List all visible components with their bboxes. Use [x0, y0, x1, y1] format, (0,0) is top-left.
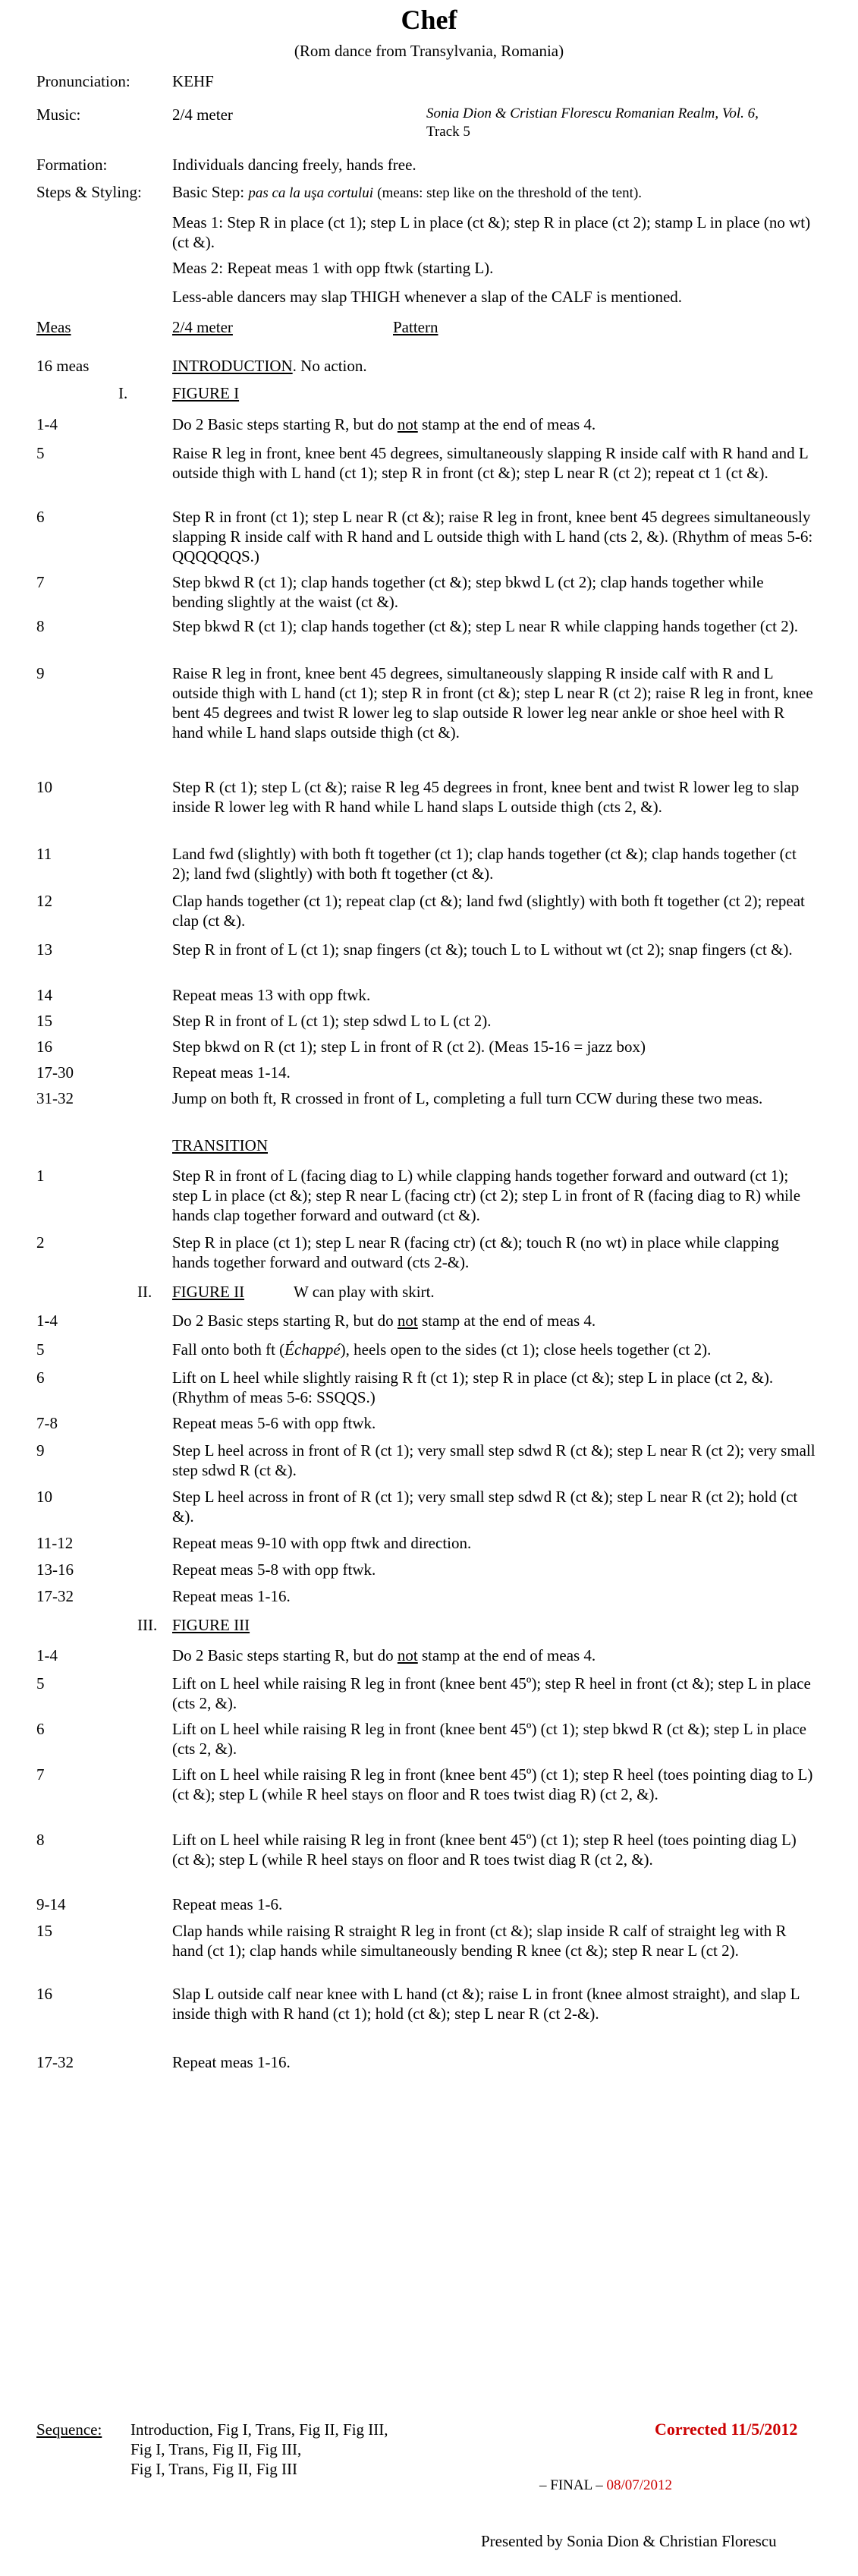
music-value: 2/4 meter — [172, 105, 233, 124]
fig3-step: Repeat meas 1-16. — [172, 2053, 291, 2071]
pronunciation-label: Pronunciation: — [36, 72, 130, 90]
fig2-step-post: stamp at the end of meas 4. — [417, 1312, 596, 1330]
styling-note: Less-able dancers may slap THIGH whenever a slap of the CALF is mentioned. — [172, 288, 683, 306]
fig1-meas: 11 — [36, 845, 52, 863]
fig3-step-emph: not — [397, 1646, 418, 1664]
transition-meas: 2 — [36, 1233, 45, 1252]
fig2-meas: 5 — [36, 1340, 45, 1359]
music-track: Track 5 — [426, 124, 470, 140]
corrected-note: Corrected 11/5/2012 — [655, 2420, 798, 2439]
page-title: Chef — [401, 5, 457, 35]
fig1-step: Step R in front of L (ct 1); snap fingers (ct &); touch L to L without wt (ct 2); snap fingers (ct &). — [172, 940, 793, 959]
fig3-meas: 9-14 — [36, 1895, 66, 1913]
fig2-step — [172, 1311, 816, 1331]
steps-styling-label: Steps & Styling: — [36, 183, 142, 201]
fig1-meas: 7 — [36, 573, 45, 591]
music-label: Music: — [36, 105, 81, 124]
fig1-step: Clap hands together (ct 1); repeat clap (ct &); land fwd (slightly) with both ft together (ct 2); repeat clap (ct &). — [172, 892, 805, 930]
sequence-line: Fig I, Trans, Fig II, Fig III — [130, 2460, 297, 2478]
figure-2-number: II. — [137, 1283, 152, 1301]
fig1-meas: 6 — [36, 508, 45, 526]
fig3-step: Clap hands while raising R straight R leg in front (ct &); slap inside R calf of straight leg with R hand (ct 1); clap hands while simultaneously bending R knee (ct &); step R near L (ct 2). — [172, 1922, 787, 1960]
fig3-meas: 8 — [36, 1831, 45, 1849]
fig3-meas: 1-4 — [36, 1646, 58, 1664]
fig1-meas: 9 — [36, 664, 45, 682]
fig2-step-emph: Échappé — [284, 1340, 341, 1359]
fig2-step: Lift on L heel while slightly raising R ft (ct 1); step R in place (ct &); step L in place (ct 2, &). (Rhythm of meas 5-6: SSQQS.) — [172, 1368, 774, 1406]
fig3-step: Lift on L heel while raising R leg in front (knee bent 45º) (ct 1); step R heel (toes pointing diag L) (ct &); step L (while R heel stays on floor and R toes twist diag R (ct 2, &). — [172, 1831, 797, 1869]
basic-step-prefix: Basic Step: — [172, 183, 245, 201]
fig3-meas: 17-32 — [36, 2053, 74, 2071]
column-pattern: Pattern — [393, 318, 438, 336]
fig2-meas: 1-4 — [36, 1312, 58, 1330]
fig1-meas: 1-4 — [36, 415, 58, 433]
fig1-meas: 17-30 — [36, 1063, 74, 1082]
fig1-step — [172, 414, 816, 434]
fig2-step-post: ), heels open to the sides (ct 1); close heels together (ct 2). — [340, 1340, 712, 1359]
fig1-step: Step bkwd R (ct 1); clap hands together (ct &); step L near R while clapping hands together (ct 2). — [172, 617, 798, 635]
pronunciation-value: KEHF — [172, 72, 214, 90]
sequence-line: Fig I, Trans, Fig II, Fig III, — [130, 2440, 302, 2458]
figure-3-number: III. — [137, 1616, 158, 1634]
fig3-meas: 6 — [36, 1720, 45, 1738]
fig1-step: Raise R leg in front, knee bent 45 degrees, simultaneously slapping R inside calf with R hand and L outside thigh with L hand (ct 1); step R in front (ct &); step L near R (ct 2); repeat ct 1 (ct &). — [172, 444, 808, 482]
basic-step-meaning: (means: step like on the threshold of the tent). — [377, 185, 643, 201]
column-meter: 2/4 meter — [172, 318, 233, 336]
fig1-step-pre: Do 2 Basic steps starting R, but do — [172, 415, 398, 433]
final-note — [539, 2476, 672, 2496]
fig3-step: Repeat meas 1-6. — [172, 1895, 283, 1913]
fig1-meas: 12 — [36, 892, 52, 910]
fig1-meas: 10 — [36, 778, 52, 796]
figure-2-note: W can play with skirt. — [294, 1283, 435, 1301]
column-meas: Meas — [36, 318, 71, 336]
fig1-meas: 13 — [36, 940, 52, 959]
fig1-step-post: stamp at the end of meas 4. — [417, 415, 596, 433]
transition-meas: 1 — [36, 1167, 45, 1185]
fig2-meas: 11-12 — [36, 1534, 74, 1552]
fig3-meas: 5 — [36, 1674, 45, 1693]
fig2-meas: 6 — [36, 1368, 45, 1387]
fig2-step: Repeat meas 9-10 with opp ftwk and direction. — [172, 1534, 472, 1552]
fig1-meas: 15 — [36, 1012, 52, 1030]
fig2-step: Repeat meas 5-6 with opp ftwk. — [172, 1414, 376, 1432]
transition-title: TRANSITION — [172, 1136, 268, 1154]
figure-2-title: FIGURE II — [172, 1283, 245, 1301]
fig2-step-pre: Fall onto both ft ( — [172, 1340, 285, 1359]
fig2-meas: 10 — [36, 1488, 52, 1506]
fig2-step-emph: not — [397, 1312, 418, 1330]
fig1-step: Step R (ct 1); step L (ct &); raise R leg 45 degrees in front, knee bent and twist R lower leg to slap inside R lower leg with R hand while L hand slaps L outside thigh (cts 2, &). — [172, 778, 800, 816]
fig2-meas: 17-32 — [36, 1587, 74, 1605]
fig1-meas: 16 — [36, 1038, 52, 1056]
final-date: 08/07/2012 — [606, 2477, 673, 2493]
intro-meas: 16 meas — [36, 357, 90, 375]
final-prefix: – FINAL – — [539, 2477, 607, 2493]
transition-step: Step R in place (ct 1); step L near R (facing ctr) (ct &); touch R (no wt) in place while clapping hands together forward and outward (cts 2-&). — [172, 1233, 779, 1271]
styling-meas-2: Meas 2: Repeat meas 1 with opp ftwk (starting L). — [172, 259, 494, 277]
fig2-meas: 13-16 — [36, 1560, 74, 1579]
fig3-meas: 16 — [36, 1985, 52, 2003]
transition-step: Step R in front of L (facing diag to L) while clapping hands together forward and outward (ct 1); step L in place (ct &); step R near L (facing ctr) (ct 2); step L in front of R (facing diag to R) while hands clap together forward and outward (ct &). — [172, 1167, 801, 1224]
fig1-step: Raise R leg in front, knee bent 45 degrees, simultaneously slapping R inside calf with R and L outside thigh with L hand (ct 1); step R in front (ct &); step L near R (ct 2); raise R leg in front, knee bent 45 degrees and twist R lower leg to slap outside R lower leg near ankle or shoe heel with R hand while L hand slaps outside thigh (ct &). — [172, 664, 813, 742]
fig1-meas: 31-32 — [36, 1089, 74, 1107]
fig1-meas: 8 — [36, 617, 45, 635]
fig2-step-pre: Do 2 Basic steps starting R, but do — [172, 1312, 398, 1330]
sequence-line: Introduction, Fig I, Trans, Fig II, Fig III, — [130, 2420, 388, 2439]
figure-1-title: FIGURE I — [172, 384, 240, 402]
fig2-meas: 7-8 — [36, 1414, 58, 1432]
fig3-meas: 7 — [36, 1765, 45, 1784]
fig3-step: Slap L outside calf near knee with L hand (ct &); raise L in front (knee almost straight), and slap L inside thigh with R hand (ct 1); hold (ct &); step L near R (ct 2-&). — [172, 1985, 800, 2023]
intro-text — [172, 356, 816, 376]
fig3-step-pre: Do 2 Basic steps starting R, but do — [172, 1646, 398, 1664]
intro-title: INTRODUCTION — [172, 357, 293, 375]
formation-label: Formation: — [36, 156, 108, 174]
fig1-step: Jump on both ft, R crossed in front of L, completing a full turn CCW during these two meas. — [172, 1089, 763, 1107]
fig2-step: Repeat meas 5-8 with opp ftwk. — [172, 1560, 376, 1579]
fig1-step-emph: not — [397, 415, 418, 433]
fig1-step: Step bkwd R (ct 1); clap hands together (ct &); step bkwd L (ct 2); clap hands together while bending slightly at the waist (ct &). — [172, 573, 764, 611]
music-credit — [426, 105, 783, 141]
figure-3-title: FIGURE III — [172, 1616, 250, 1634]
fig1-meas: 14 — [36, 986, 52, 1004]
fig1-step: Land fwd (slightly) with both ft together (ct 1); clap hands together (ct &); clap hands together (ct 2); land fwd (slightly) with both ft together (ct &). — [172, 845, 797, 883]
intro-desc: . No action. — [292, 357, 367, 375]
fig2-step: Repeat meas 1-16. — [172, 1587, 291, 1605]
basic-step — [172, 182, 816, 203]
presented-by: Presented by Sonia Dion & Christian Florescu — [481, 2532, 777, 2550]
basic-step-name: pas ca la uşa cortului — [248, 185, 373, 201]
fig1-step: Repeat meas 13 with opp ftwk. — [172, 986, 371, 1004]
sequence-label: Sequence: — [36, 2420, 102, 2439]
fig2-meas: 9 — [36, 1441, 45, 1460]
fig1-step: Step R in front of L (ct 1); step sdwd L to L (ct 2). — [172, 1012, 492, 1030]
fig2-step: Step L heel across in front of R (ct 1); very small step sdwd R (ct &); step L near R (ct 2); hold (ct &). — [172, 1488, 798, 1526]
fig1-step: Step bkwd on R (ct 1); step L in front of R (ct 2). (Meas 15-16 = jazz box) — [172, 1038, 646, 1056]
fig3-step: Lift on L heel while raising R leg in front (knee bent 45º) (ct 1); step bkwd R (ct &); step L in place (cts 2, &). — [172, 1720, 806, 1758]
music-credit-text: Sonia Dion & Cristian Florescu Romanian Realm, Vol. 6, — [426, 105, 759, 121]
fig3-step — [172, 1645, 816, 1665]
styling-meas-1: Meas 1: Step R in place (ct 1); step L in place (ct &); step R in place (ct 2); stamp L in place (no wt) (ct &). — [172, 213, 811, 251]
fig1-step: Step R in front (ct 1); step L near R (ct &); raise R leg in front, knee bent 45 degrees simultaneously slapping R inside calf with R hand and L outside thigh with L hand (cts 2, &). (Rhythm of meas 5-6: QQQQQQS.) — [172, 508, 813, 565]
fig2-step: Step L heel across in front of R (ct 1); very small step sdwd R (ct &); step L near R (ct 2); very small step sdwd R (ct &). — [172, 1441, 816, 1479]
page-subtitle: (Rom dance from Transylvania, Romania) — [294, 42, 564, 60]
formation-value: Individuals dancing freely, hands free. — [172, 156, 416, 174]
figure-1-number: I. — [118, 384, 128, 402]
fig3-step: Lift on L heel while raising R leg in front (knee bent 45º); step R heel in front (ct &); step L in place (cts 2, &). — [172, 1674, 811, 1712]
fig2-step — [172, 1340, 816, 1359]
fig1-meas: 5 — [36, 444, 45, 462]
fig3-step-post: stamp at the end of meas 4. — [417, 1646, 596, 1664]
fig3-step: Lift on L heel while raising R leg in front (knee bent 45º) (ct 1); step R heel (toes pointing diag to L) (ct &); step L (while R heel stays on floor and R toes twist diag R) (ct 2, &). — [172, 1765, 813, 1803]
fig1-step: Repeat meas 1-14. — [172, 1063, 291, 1082]
fig3-meas: 15 — [36, 1922, 52, 1940]
